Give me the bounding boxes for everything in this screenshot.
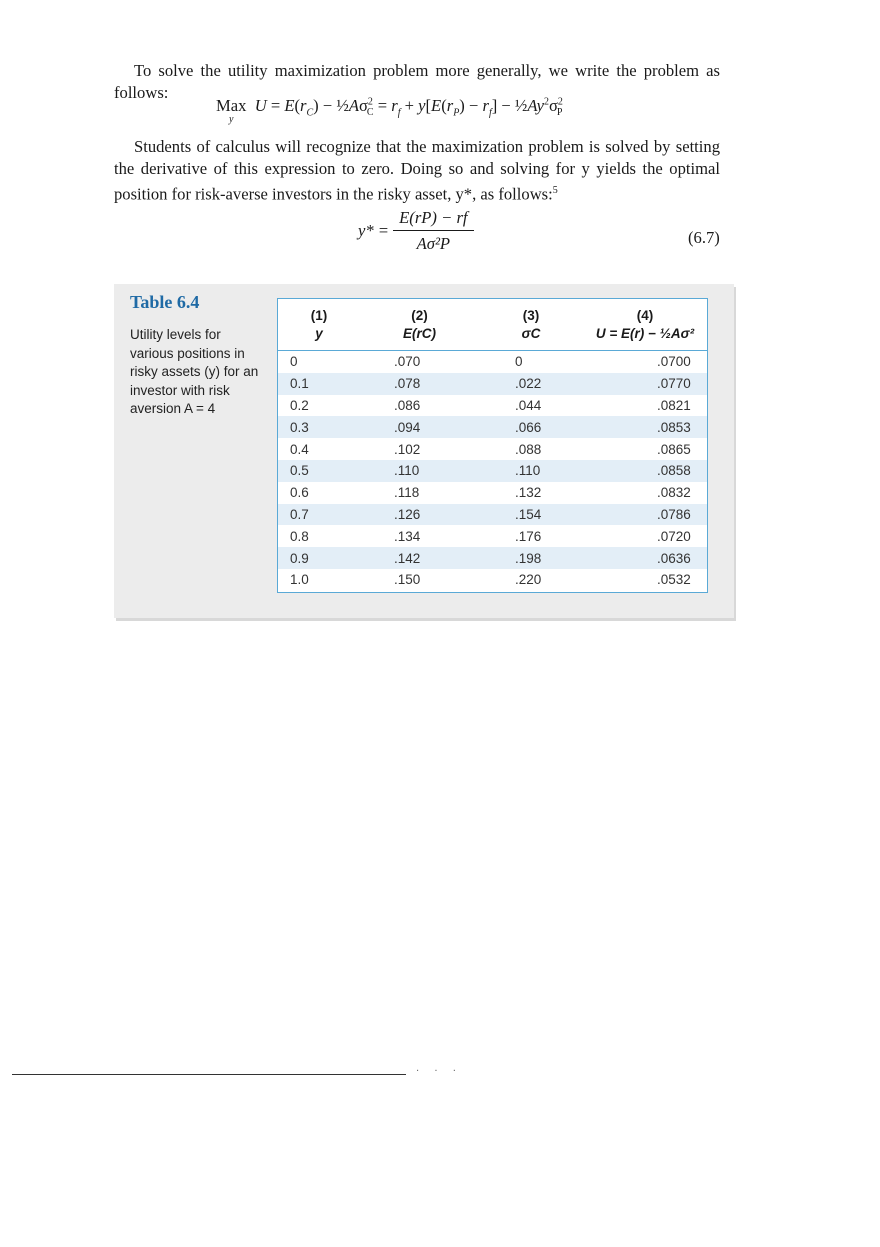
header-sigma: (3) σC: [479, 299, 583, 351]
table-row: 0.4 .102 .088 .0865: [290, 441, 691, 457]
intro-paragraph: To solve the utility maximization problem more generally, we write the problem as follows:: [114, 61, 720, 102]
table-row: 0.5 .110 .110 .0858: [278, 460, 707, 482]
footnote-ref[interactable]: 5: [552, 185, 558, 196]
optimal-y-equation: y* = $\frac{E(rP) - rf}{\text{Aσ²P}}$: [358, 208, 474, 254]
utility-table: [277, 298, 708, 593]
utility-equation: Max y $U = E(r_C)$ − $\frac{1}{2}A\sigma^2_C = r_f + y[E(r_P) - r_f]$ − $\frac{1}{2}Ay^2\sigma^2_P$: [216, 96, 563, 125]
table-row: 0.9 .142 .198 .0636: [278, 547, 707, 569]
table-row: 1.0 .150 .220 .0532: [290, 572, 691, 588]
header-utility: (4) U = E(r) − ½Aσ²: [583, 299, 707, 351]
table-title: Table 6.4: [130, 292, 200, 312]
table-row: 0.7 .126 .154 .0786: [278, 504, 707, 526]
table-caption: Utility levels for various positions in risky assets (y) for an investor with risk aversion A = 4: [130, 327, 259, 416]
calculus-paragraph: Students of calculus will recognize that the maximization problem is solved by setting the derivative of this expression to zero. Doing so and solving for y yields the optimal position for risk-averse investors in the risky asset, y*, as follows:$^5$: [114, 137, 720, 204]
table-header-row: [278, 299, 707, 351]
table-row: 0.2 .086 .044 .0821: [290, 397, 691, 413]
table-row: 0.8 .134 .176 .0720: [290, 528, 691, 544]
header-y: (1) y: [278, 299, 360, 351]
header-expected-return: (2) E(rC): [360, 299, 479, 351]
table-row: 0.1 .078 .022 .0770: [278, 373, 707, 395]
equation-number: (6.7): [688, 228, 720, 247]
footnote-divider: [12, 1074, 406, 1075]
table-row: 0.3 .094 .066 .0853: [278, 416, 707, 438]
table-row: 0 .070 0 .0700: [290, 354, 691, 370]
faint-marks: · · ·: [416, 1066, 462, 1077]
table-row: 0.6 .118 .132 .0832: [290, 485, 691, 501]
